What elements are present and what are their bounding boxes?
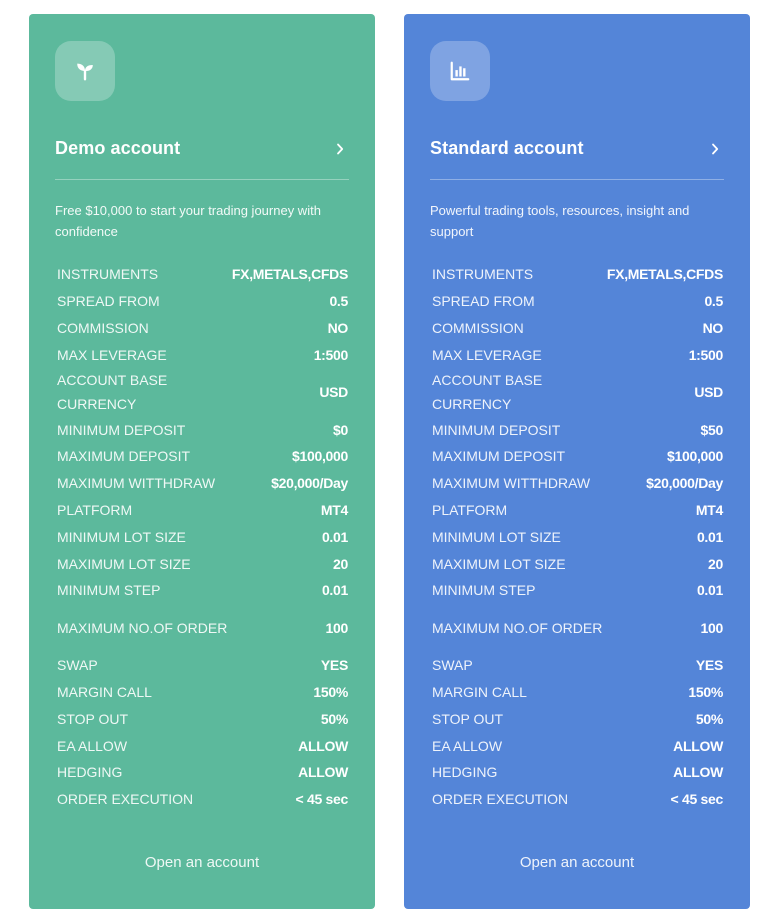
spec-row-stop-out bbox=[57, 705, 348, 732]
spec-value: 0.5 bbox=[704, 293, 723, 310]
spec-label: ACCOUNT BASE CURRENCY bbox=[57, 372, 168, 413]
spec-row-minimum-lot-size bbox=[432, 523, 723, 550]
chevron-right-icon[interactable] bbox=[333, 142, 347, 156]
spec-value: $20,000/Day bbox=[646, 475, 723, 492]
card-title: Demo account bbox=[55, 138, 181, 158]
open-account-link[interactable]: Open an account bbox=[519, 854, 635, 871]
spec-label: EA ALLOW bbox=[432, 737, 503, 754]
spec-row-instruments bbox=[432, 261, 723, 288]
spec-row-hedging bbox=[432, 759, 723, 786]
spec-label: MAXIMUM LOT SIZE bbox=[432, 555, 566, 572]
spec-label: ORDER EXECUTION bbox=[57, 791, 194, 808]
spec-label: PLATFORM bbox=[57, 501, 133, 518]
demo-account-card bbox=[29, 14, 375, 909]
spec-value: 1:500 bbox=[688, 346, 723, 363]
spec-row-swap bbox=[57, 652, 348, 679]
spec-label: INSTRUMENTS bbox=[57, 266, 159, 283]
spec-row-order-execution bbox=[57, 786, 348, 813]
spec-row-maximum-withdraw bbox=[57, 470, 348, 497]
spec-label: HEDGING bbox=[57, 764, 123, 781]
spec-value: 100 bbox=[325, 619, 348, 636]
card-title-row[interactable] bbox=[430, 138, 724, 159]
spec-row-minimum-lot-size bbox=[57, 523, 348, 550]
spec-row-hedging bbox=[57, 759, 348, 786]
spec-label: MAX LEVERAGE bbox=[57, 346, 167, 363]
spec-label: MAXIMUM NO.OF ORDER bbox=[432, 619, 603, 636]
spec-row-minimum-step bbox=[57, 577, 348, 604]
spec-row-ea-allow bbox=[57, 732, 348, 759]
spec-label: ACCOUNT BASE CURRENCY bbox=[432, 372, 543, 413]
spec-value: NO bbox=[327, 319, 348, 336]
spec-value: NO bbox=[702, 319, 723, 336]
spec-value: ALLOW bbox=[298, 737, 348, 754]
spec-label: COMMISSION bbox=[432, 319, 524, 336]
spec-label: MINIMUM LOT SIZE bbox=[57, 528, 186, 545]
spec-label: MAXIMUM DEPOSIT bbox=[432, 448, 566, 465]
spec-label: MARGIN CALL bbox=[57, 683, 152, 700]
spec-row-margin-call bbox=[57, 679, 348, 706]
spec-row-platform bbox=[57, 497, 348, 524]
spec-list bbox=[432, 261, 723, 813]
spec-label: MINIMUM DEPOSIT bbox=[432, 421, 561, 438]
card-description: Powerful trading tools, resources, insight and support bbox=[430, 203, 690, 239]
spec-row-maximum-deposit bbox=[57, 443, 348, 470]
spec-label: MAXIMUM LOT SIZE bbox=[57, 555, 191, 572]
spec-label: MINIMUM STEP bbox=[57, 582, 161, 599]
spec-label: MAXIMUM WITTHDRAW bbox=[57, 475, 216, 492]
spec-row-stop-out bbox=[432, 705, 723, 732]
spec-row-instruments bbox=[57, 261, 348, 288]
spec-label: MINIMUM STEP bbox=[432, 582, 536, 599]
spec-row-max-leverage bbox=[57, 341, 348, 368]
spec-value: 150% bbox=[313, 683, 348, 700]
spec-row-minimum-step bbox=[432, 577, 723, 604]
spec-value: FX,METALS,CFDS bbox=[231, 266, 348, 283]
divider bbox=[430, 179, 724, 180]
spec-label: MAX LEVERAGE bbox=[432, 346, 542, 363]
spec-label: MAXIMUM WITTHDRAW bbox=[432, 475, 591, 492]
spec-value: ALLOW bbox=[673, 764, 723, 781]
spec-label: ORDER EXECUTION bbox=[432, 791, 569, 808]
spec-list bbox=[57, 261, 348, 813]
spec-value: ALLOW bbox=[298, 764, 348, 781]
spec-label: SPREAD FROM bbox=[432, 293, 535, 310]
spec-value: 0.01 bbox=[321, 582, 348, 599]
spec-value: MT4 bbox=[320, 501, 348, 518]
spec-value: 100 bbox=[700, 619, 723, 636]
spec-value: YES bbox=[695, 657, 723, 674]
spec-row-spread-from bbox=[432, 288, 723, 315]
spec-label: MINIMUM LOT SIZE bbox=[432, 528, 561, 545]
spec-value: $0 bbox=[333, 421, 348, 438]
spec-row-maximum-no-of-order bbox=[432, 604, 723, 652]
spec-value: 1:500 bbox=[313, 346, 348, 363]
spec-value: USD bbox=[319, 384, 348, 401]
spec-value: FX,METALS,CFDS bbox=[606, 266, 723, 283]
spec-row-ea-allow bbox=[432, 732, 723, 759]
spec-row-max-leverage bbox=[432, 341, 723, 368]
spec-value: USD bbox=[694, 384, 723, 401]
spec-value: $20,000/Day bbox=[271, 475, 348, 492]
spec-label: STOP OUT bbox=[432, 710, 504, 727]
spec-value: 0.01 bbox=[321, 528, 348, 545]
spec-label: MAXIMUM NO.OF ORDER bbox=[57, 619, 228, 636]
spec-label: COMMISSION bbox=[57, 319, 149, 336]
sprout-icon bbox=[55, 41, 115, 101]
spec-row-account-base-currency bbox=[432, 368, 723, 416]
standard-account-card bbox=[404, 14, 750, 909]
spec-row-maximum-no-of-order bbox=[57, 604, 348, 652]
spec-label: HEDGING bbox=[432, 764, 498, 781]
spec-row-maximum-lot-size bbox=[432, 550, 723, 577]
spec-value: ALLOW bbox=[673, 737, 723, 754]
spec-row-spread-from bbox=[57, 288, 348, 315]
spec-label: EA ALLOW bbox=[57, 737, 128, 754]
spec-row-account-base-currency bbox=[57, 368, 348, 416]
spec-row-minimum-deposit bbox=[432, 416, 723, 443]
spec-row-swap bbox=[432, 652, 723, 679]
spec-value: < 45 sec bbox=[295, 791, 348, 808]
spec-value: 0.5 bbox=[329, 293, 348, 310]
spec-value: YES bbox=[320, 657, 348, 674]
spec-row-margin-call bbox=[432, 679, 723, 706]
spec-value: 0.01 bbox=[696, 582, 723, 599]
spec-label: MARGIN CALL bbox=[432, 683, 527, 700]
spec-value: 50% bbox=[320, 710, 348, 727]
divider bbox=[55, 179, 349, 180]
spec-value: $100,000 bbox=[667, 448, 723, 465]
spec-label: INSTRUMENTS bbox=[432, 266, 534, 283]
spec-label: MINIMUM DEPOSIT bbox=[57, 421, 186, 438]
card-title: Standard account bbox=[430, 138, 584, 158]
spec-label: PLATFORM bbox=[432, 501, 508, 518]
spec-value: 20 bbox=[708, 555, 723, 572]
spec-label: SWAP bbox=[432, 657, 473, 674]
spec-row-order-execution bbox=[432, 786, 723, 813]
card-title-row[interactable] bbox=[55, 138, 349, 159]
spec-value: 20 bbox=[333, 555, 348, 572]
spec-row-platform bbox=[432, 497, 723, 524]
spec-row-minimum-deposit bbox=[57, 416, 348, 443]
spec-row-maximum-deposit bbox=[432, 443, 723, 470]
spec-value: < 45 sec bbox=[670, 791, 723, 808]
chevron-right-icon[interactable] bbox=[708, 142, 722, 156]
spec-row-commission bbox=[57, 315, 348, 342]
spec-label: SWAP bbox=[57, 657, 98, 674]
spec-label: MAXIMUM DEPOSIT bbox=[57, 448, 191, 465]
bar-chart-icon bbox=[430, 41, 490, 101]
spec-label: SPREAD FROM bbox=[57, 293, 160, 310]
spec-label: STOP OUT bbox=[57, 710, 129, 727]
spec-value: 0.01 bbox=[696, 528, 723, 545]
spec-row-maximum-withdraw bbox=[432, 470, 723, 497]
spec-value: MT4 bbox=[695, 501, 723, 518]
spec-row-commission bbox=[432, 315, 723, 342]
open-account-link[interactable]: Open an account bbox=[144, 854, 260, 871]
spec-value: $50 bbox=[700, 421, 723, 438]
spec-value: 50% bbox=[695, 710, 723, 727]
card-description: Free $10,000 to start your trading journey with confidence bbox=[55, 203, 321, 239]
spec-value: 150% bbox=[688, 683, 723, 700]
spec-row-maximum-lot-size bbox=[57, 550, 348, 577]
spec-value: $100,000 bbox=[292, 448, 348, 465]
